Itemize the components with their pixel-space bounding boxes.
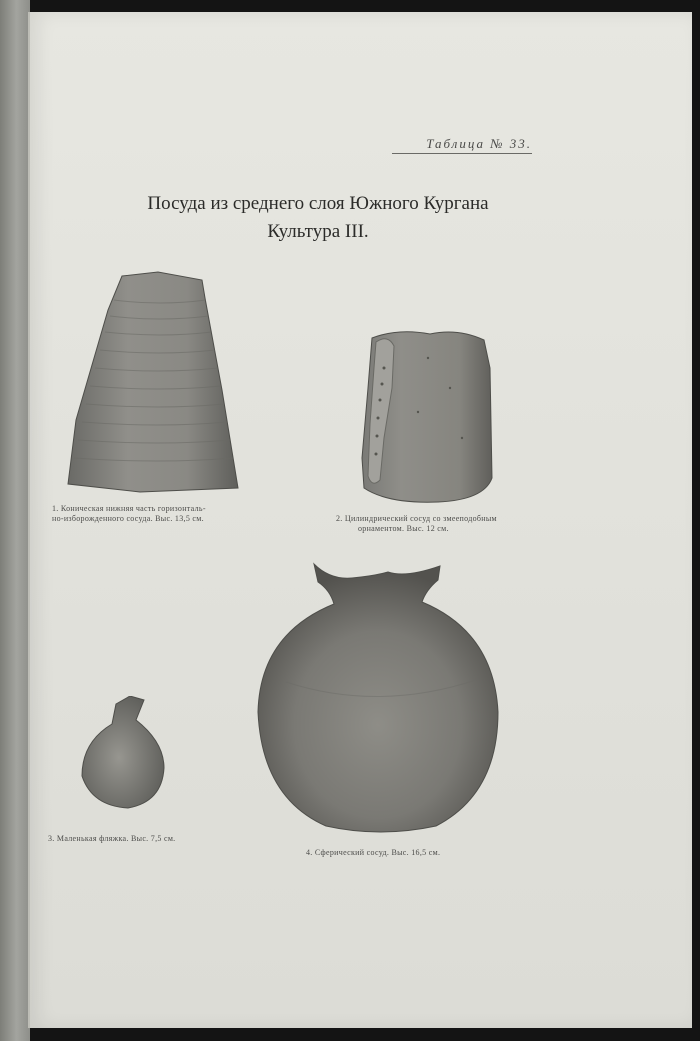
- table-number-label: Таблица № 33.: [392, 136, 532, 154]
- figure-4-caption: [306, 848, 440, 858]
- title-line-1: Посуда из среднего слоя Южного Кургана: [147, 193, 489, 214]
- figure-2-caption-line-1: 2. Цилиндрический сосуд со змееподобным: [336, 514, 497, 523]
- figure-1-caption-line-1: 1. Коническая нижняя часть горизонталь-: [52, 504, 206, 513]
- page-title: [130, 190, 506, 246]
- figure-3-caption-line-1: 3. Маленькая фляжка. Выс. 7,5 см.: [48, 834, 176, 843]
- figure-3-caption: [48, 834, 175, 844]
- small-flask-image: [78, 696, 168, 810]
- cylindrical-vessel-image: [358, 328, 494, 506]
- figure-1-caption-line-2: но-изборожденного сосуда. Выс. 13,5 см.: [52, 514, 204, 523]
- figure-1-caption: [52, 504, 206, 524]
- spherical-vessel-image: [256, 562, 502, 834]
- underlying-page-edge: [0, 0, 30, 1041]
- figure-2-caption: [336, 514, 497, 534]
- figure-4-caption-line-1: 4. Сферический сосуд. Выс. 16,5 см.: [306, 848, 441, 857]
- book-page: [28, 12, 692, 1028]
- figure-2-caption-line-2: орнаментом. Выс. 12 см.: [358, 524, 449, 533]
- title-line-2: Культура III.: [267, 221, 369, 242]
- conical-vessel-image: [60, 270, 240, 496]
